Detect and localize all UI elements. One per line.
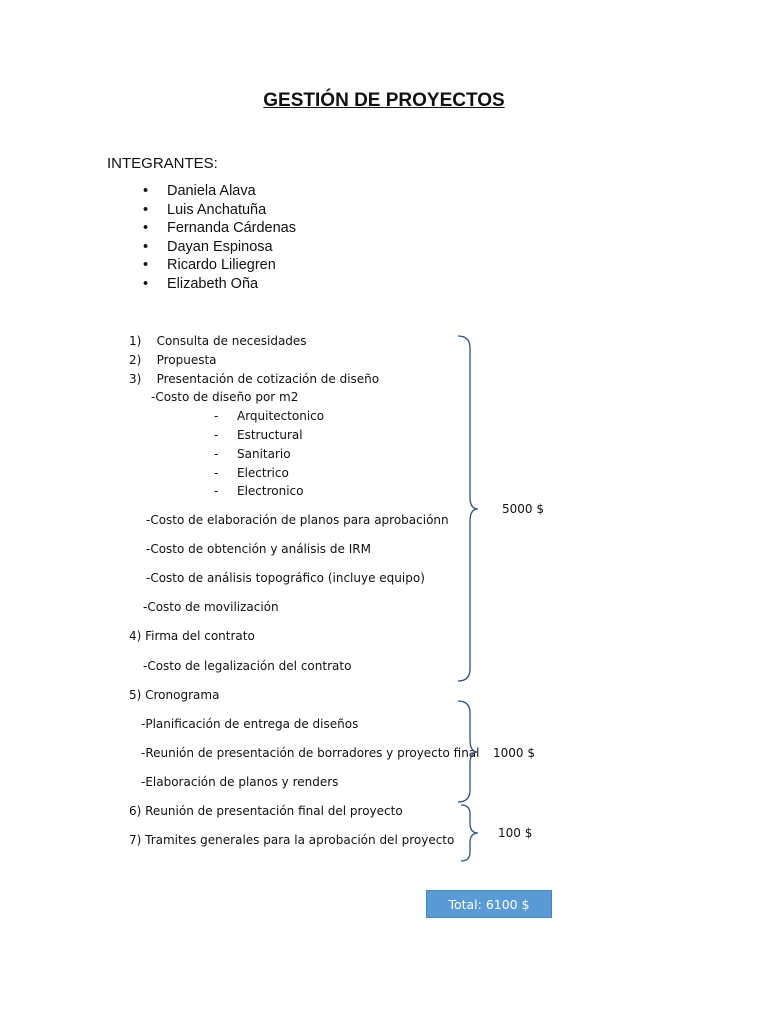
costo-planos: -Costo de elaboración de planos para aprobaciónn [146,513,449,527]
sub-item: Estructural [237,428,303,442]
item-3: 3) Presentación de cotización de diseño [129,372,380,386]
dash-marker: - [214,409,219,423]
costo-legalizacion: -Costo de legalización del contrato [143,659,352,673]
total-label: Total: 6100 $ [448,896,530,912]
dash-marker: - [214,466,219,480]
item-7: 7) Tramites generales para la aprobación del proyecto [129,833,455,847]
item-6: 6) Reunión de presentación final del proyecto [129,804,403,818]
total-box [426,890,552,918]
amount-5000: 5000 $ [502,502,544,516]
amount-100: 100 $ [498,826,533,840]
member-item: • Luis Anchatuña [143,201,296,220]
member-item: • Daniela Alava [143,182,296,201]
item-4: 4) Firma del contrato [129,629,255,643]
costo-movilizacion: -Costo de movilización [143,600,279,614]
sub-item: Arquitectonico [237,409,325,423]
sub-item: Electrico [237,466,289,480]
dash-marker: - [214,428,219,442]
costo-m2: -Costo de diseño por m2 [151,390,299,404]
member-item: • Dayan Espinosa [143,238,296,257]
brace-1 [458,336,478,681]
member-item: • Elizabeth Oña [143,275,296,294]
page-title: GESTIÓN DE PROYECTOS [263,90,505,111]
item-2: 2) Propuesta [129,353,217,367]
planificacion: -Planificación de entrega de diseños [141,717,359,731]
item-1: 1) Consulta de necesidades [129,334,307,348]
member-item: • Fernanda Cárdenas [143,219,296,238]
dash-marker: - [214,484,219,498]
costo-topografico: -Costo de análisis topográfico (incluye equipo) [146,571,425,585]
reunion-borradores: -Reunión de presentación de borradores y proyecto final [141,746,480,760]
sub-item: Sanitario [237,447,291,461]
costo-irm: -Costo de obtención y análisis de IRM [146,542,371,556]
brace-3 [461,805,478,861]
integrantes-label: INTEGRANTES: [107,155,218,172]
item-5: 5) Cronograma [129,688,220,702]
dash-marker: - [214,447,219,461]
member-item: • Ricardo Liliegren [143,256,296,275]
sub-item: Electronico [237,484,304,498]
amount-1000: 1000 $ [493,746,535,760]
elaboracion-planos: -Elaboración de planos y renders [141,775,339,789]
brace-2 [458,701,478,802]
